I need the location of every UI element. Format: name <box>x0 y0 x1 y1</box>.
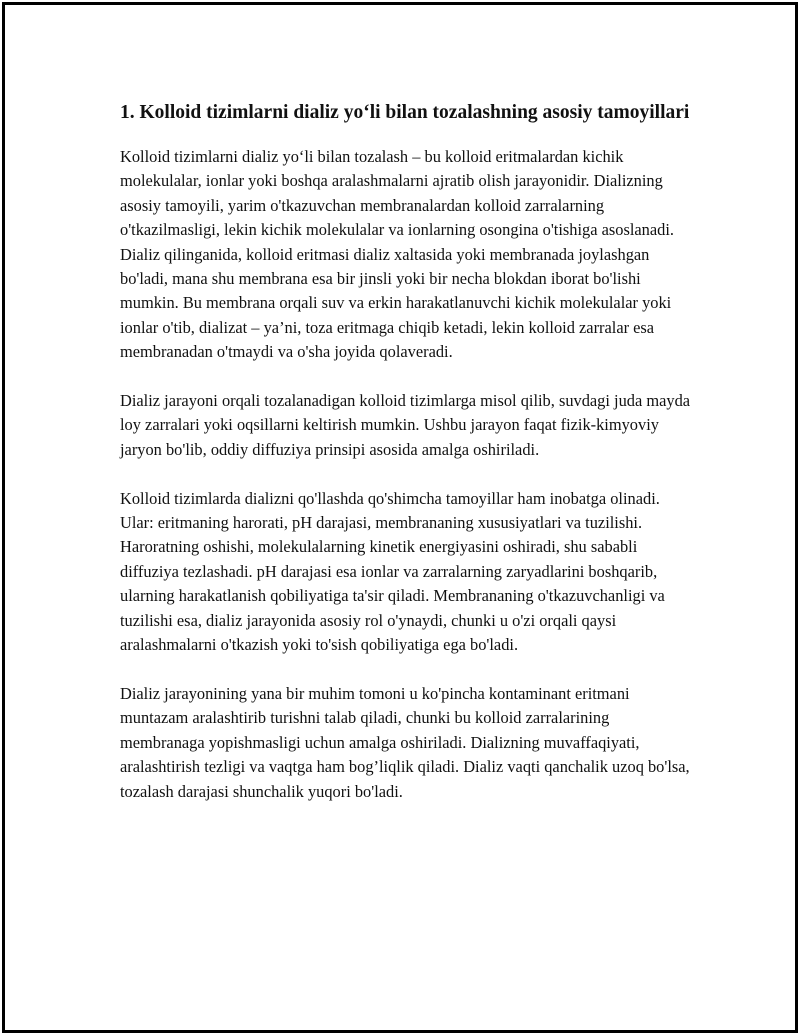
page-frame <box>2 2 798 1033</box>
document-body <box>120 100 695 828</box>
paragraph-3: Kolloid tizimlarda dializni qo'llashda qo'shimcha tamoyillar ham inobatga olinadi. Ular: eritmaning harorati, pH darajasi, membrananing xususiyatlari va tuzilishi. Haroratning oshishi, molekulalarning kinetik energiyasini oshiradi, shu sababli diffuziya tezlashadi. pH darajasi esa ionlar va zarralarning zaryadlarini boshqarib, ularning harakatlanish qobiliyatiga ta'sir qiladi. Membrananing o'tkazuvchanligi va tuzilishi esa, dializ jarayonida asosiy rol o'ynaydi, chunki u o'zi orqali qaysi aralashmalarni o'tkazish yoki to'sish qobiliyatiga ega bo'ladi. <box>120 488 665 655</box>
paragraph-2: Dializ jarayoni orqali tozalanadigan kolloid tizimlarga misol qilib, suvdagi juda mayda loy zarralari yoki oqsillarni keltirish mumkin. Ushbu jarayon faqat fizik-kimyoviy jaryon bo'lib, oddiy diffuziya prinsipi asosida amalga oshiriladi. <box>120 391 691 459</box>
paragraph-4: Dializ jarayonining yana bir muhim tomoni u ko'pincha kontaminant eritmani muntazam aralashtirib turishni talab qiladi, chunki bu kolloid zarralarining membranaga yopishmasligi uchun amalga oshiriladi. Dializning muvaffaqiyati, aralashtirish tezligi va vaqtga ham bog’liqlik qiladi. Dializ vaqti qanchalik uzoq bo'lsa, tozalash darajasi shunchalik yuqori bo'ladi. <box>120 683 690 801</box>
section-heading: 1. Kolloid tizimlarni dializ yo‘li bilan tozalashning asosiy tamoyillari <box>120 102 690 123</box>
paragraph-1: Kolloid tizimlarni dializ yo‘li bilan tozalash – bu kolloid eritmalardan kichik molekulalar, ionlar yoki boshqa aralashmalarni ajratib olish jarayonidir. Dializning asosiy tamoyili, yarim o'tkazuvchan membranalardan kolloid zarralarning o'tkazilmasligi, lekin kichik molekulalar va ionlarning osongina o'tishiga asoslanadi. Dializ qilinganida, kolloid eritmasi dializ xaltasida yoki membranada joylashgan bo'ladi, mana shu membrana esa bir jinsli yoki bir necha blokdan iborat bo'lishi mumkin. Bu membrana orqali suv va erkin harakatlanuvchi kichik molekulalar yoki ionlar o'tib, dializat – ya’ni, toza eritmaga chiqib ketadi, lekin kolloid zarralar esa membranadan o'tmaydi va o'sha joyida qolaveradi. <box>120 147 674 362</box>
